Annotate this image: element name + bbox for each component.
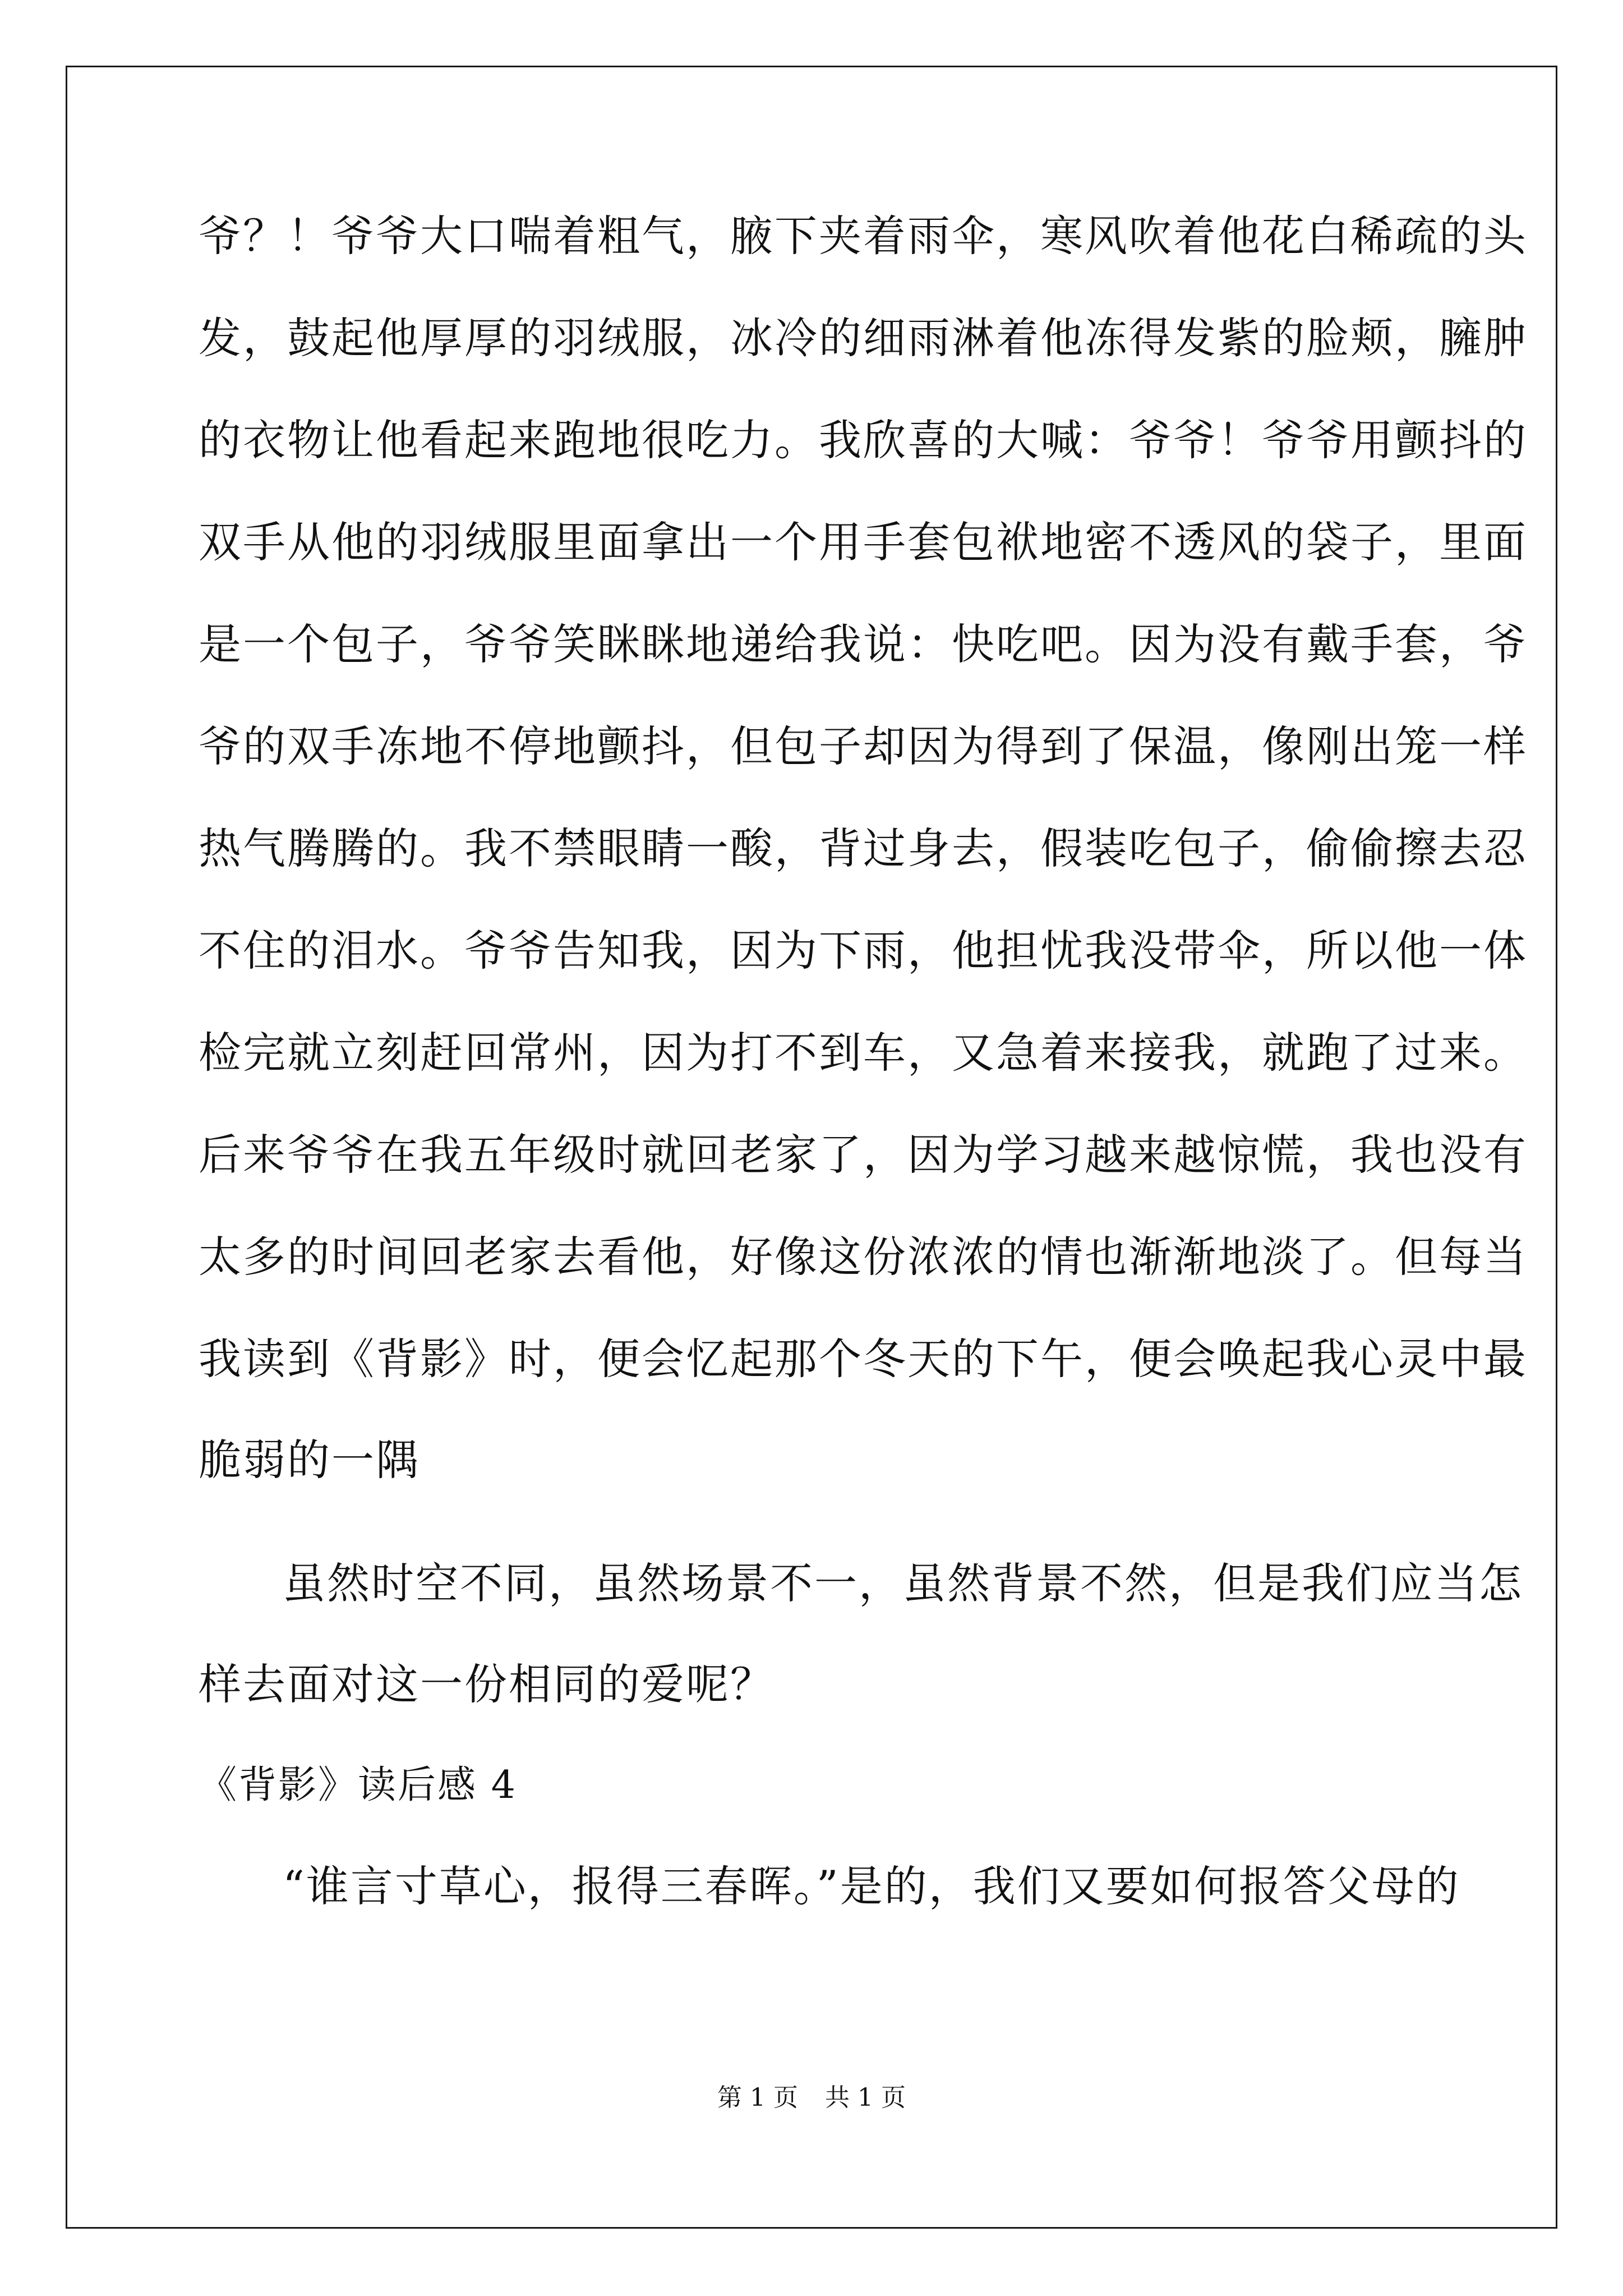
body-line-5: 是一个包子，爷爷笑眯眯地递给我说：快吃吧。因为没有戴手套，爷 <box>199 619 1528 669</box>
body-line-9: 检完就立刻赶回常州，因为打不到车，又急着来接我，就跑了过来。 <box>199 1028 1528 1078</box>
body-line-1: 爷？！爷爷大口喘着粗气，腋下夹着雨伞，寒风吹着他花白稀疏的头 <box>199 211 1528 261</box>
body-line-8: 不住的泪水。爷爷告知我，因为下雨，他担忧我没带伞，所以他一体 <box>199 926 1528 976</box>
body-line-3: 的衣物让他看起来跑地很吃力。我欣喜的大喊：爷爷！爷爷用颤抖的 <box>199 415 1528 465</box>
page-footer <box>0 2082 1623 2114</box>
body-line-4: 双手从他的羽绒服里面拿出一个用手套包袱地密不透风的袋子，里面 <box>199 517 1528 567</box>
body-line-12: 我读到《背影》时，便会忆起那个冬天的下午，便会唤起我心灵中最 <box>199 1334 1528 1384</box>
body-line-13: 脆弱的一隅 <box>199 1435 420 1485</box>
body-line-2: 发，鼓起他厚厚的羽绒服，冰冷的细雨淋着他冻得发紫的脸颊，臃肿 <box>199 313 1528 363</box>
footer-page-number: 第 1 页 <box>717 2083 798 2112</box>
body-line-11: 太多的时间回老家去看他，好像这份浓浓的情也渐渐地淡了。但每当 <box>199 1232 1528 1282</box>
body-line-10: 后来爷爷在我五年级时就回老家了，因为学习越来越惊慌，我也没有 <box>199 1130 1528 1180</box>
body-line-7: 热气腾腾的。我不禁眼睛一酸，背过身去，假装吃包子，偷偷擦去忍 <box>199 823 1528 873</box>
paragraph-2-line-2: 样去面对这一份相同的爱呢？ <box>199 1659 774 1709</box>
section-heading: 《背影》读后感 4 <box>199 1763 517 1807</box>
body-line-6: 爷的双手冻地不停地颤抖，但包子却因为得到了保温，像刚出笼一样 <box>199 721 1528 771</box>
footer-total-pages: 共 1 页 <box>825 2083 906 2112</box>
paragraph-3-line-1: “谁言寸草心，报得三春晖。”是的，我们又要如何报答父母的 <box>283 1861 1460 1911</box>
paragraph-2-line-1: 虽然时空不同，虽然场景不一，虽然背景不然，但是我们应当怎 <box>283 1558 1523 1608</box>
